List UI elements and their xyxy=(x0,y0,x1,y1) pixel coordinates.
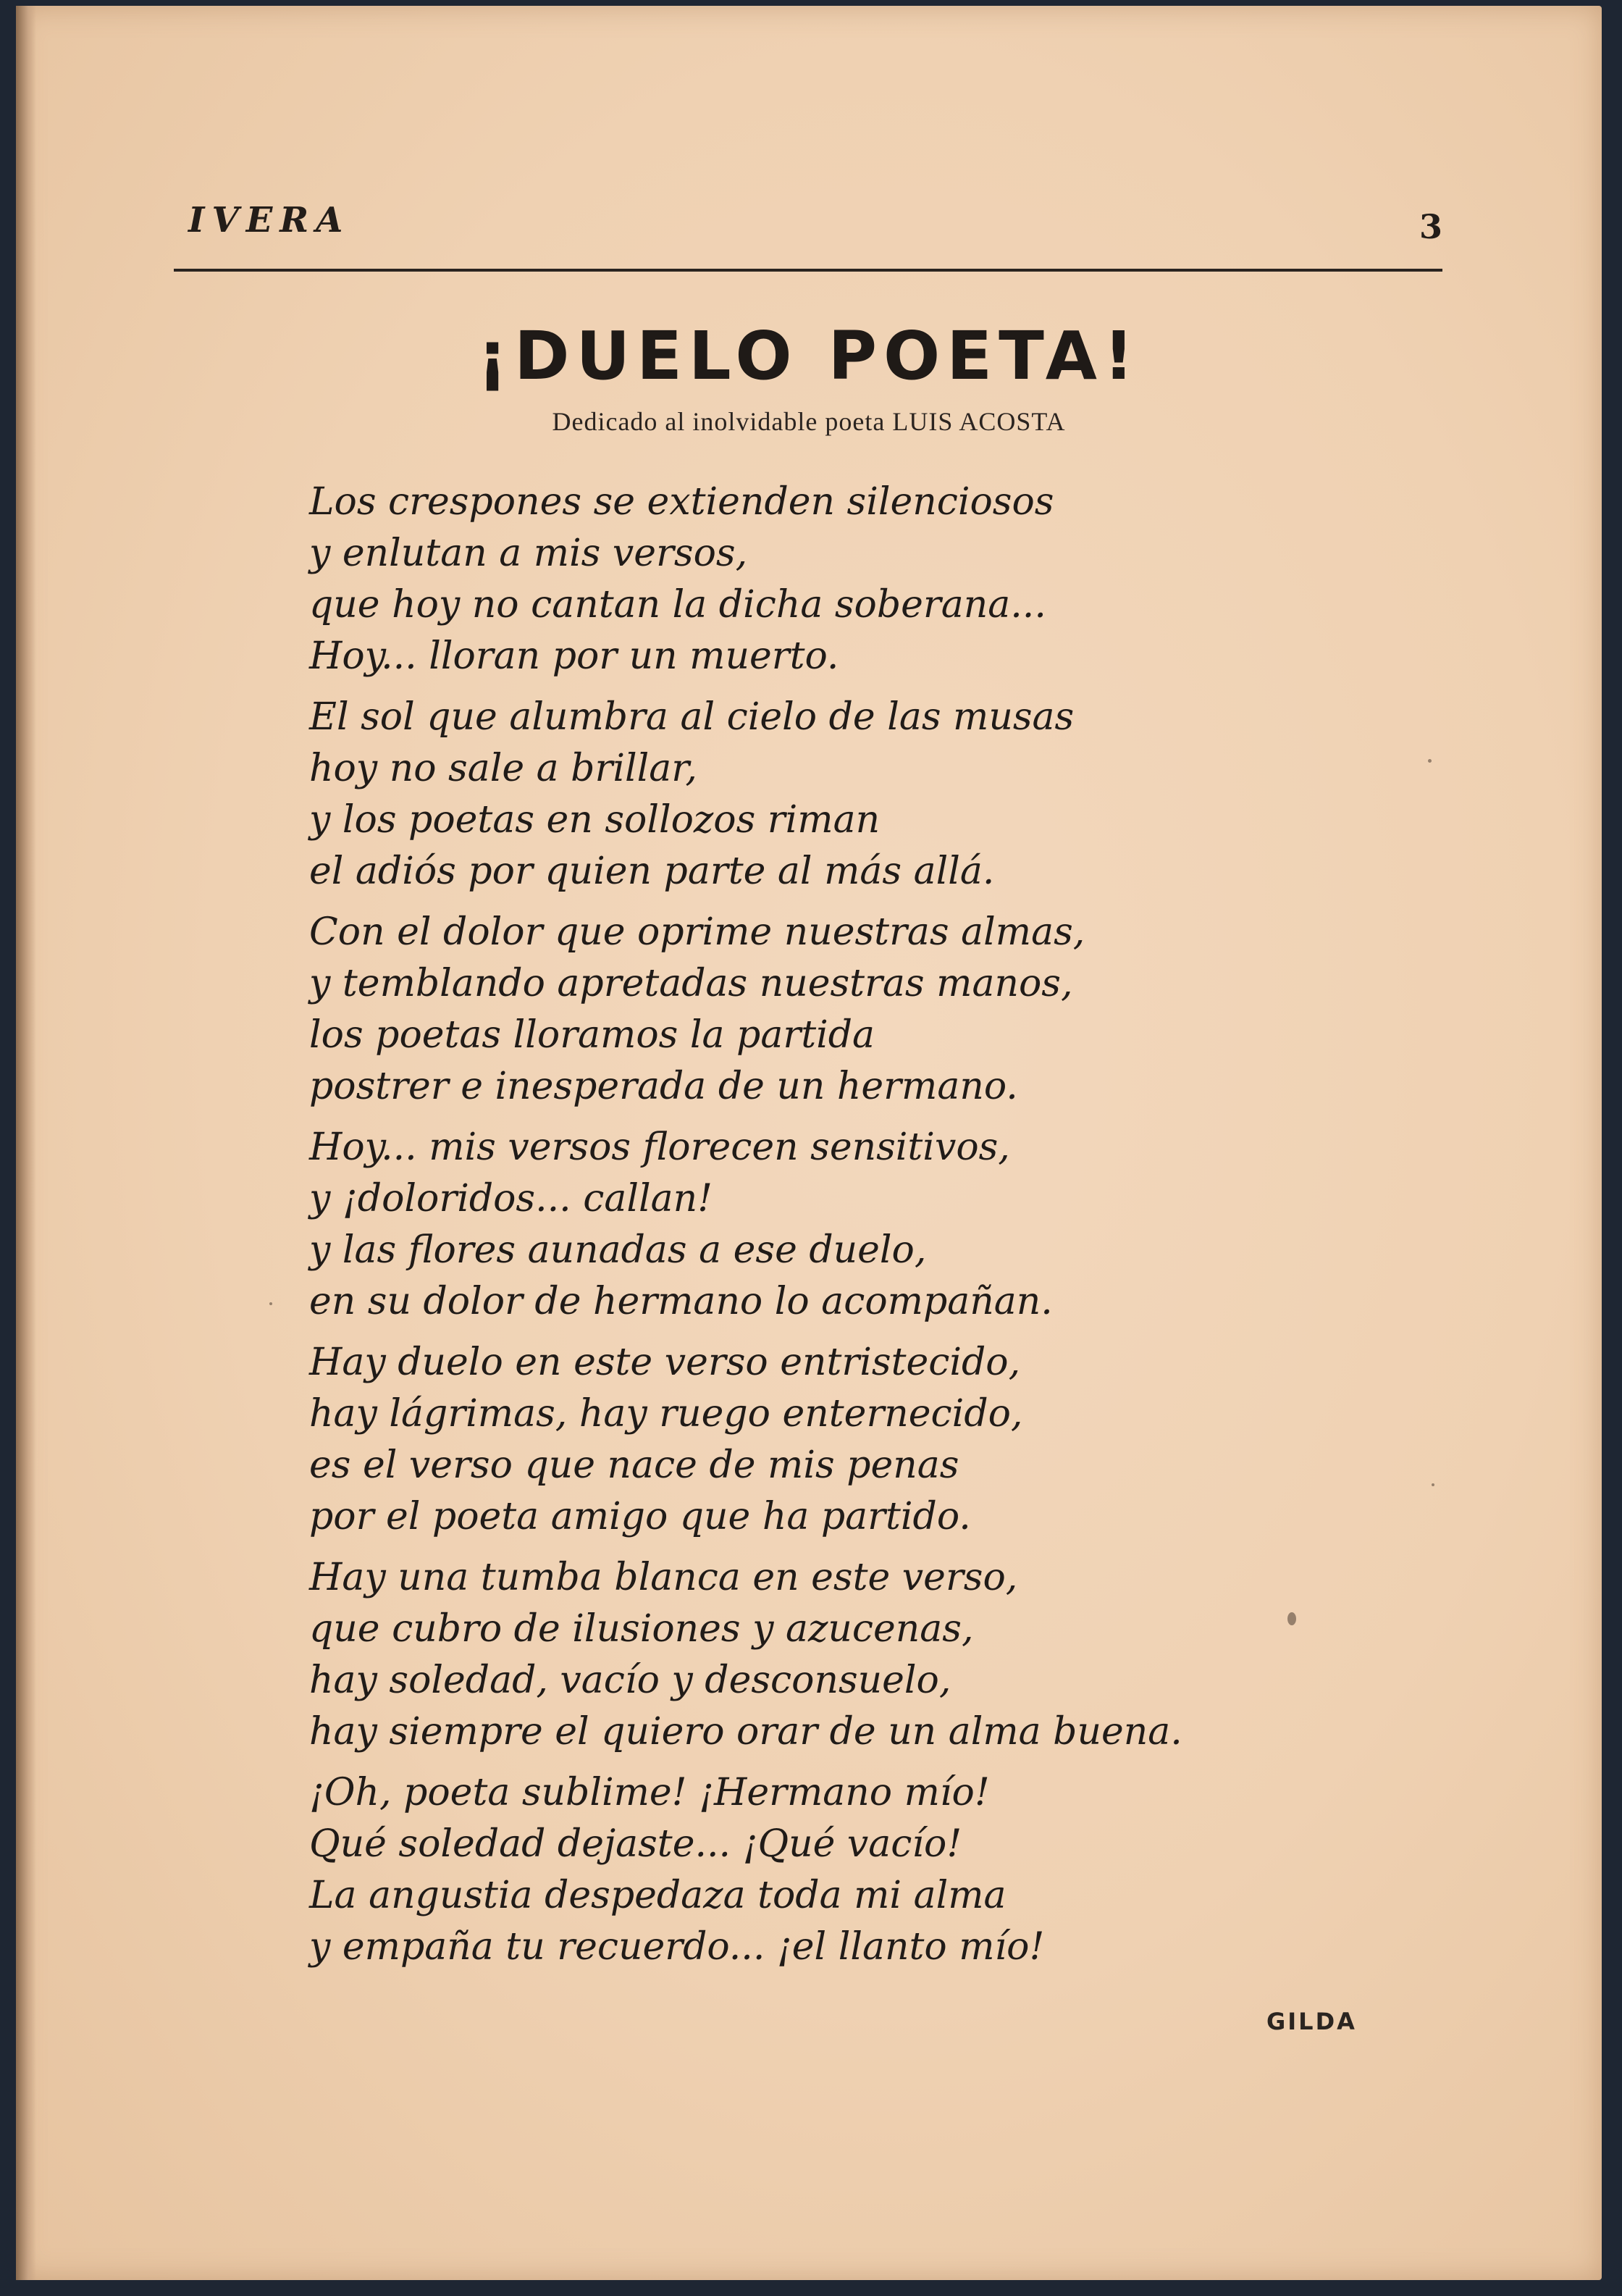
page-number: 3 xyxy=(1419,207,1442,246)
verse-line: hoy no sale a brillar, xyxy=(309,747,697,790)
verse-line: es el verso que nace de mis penas xyxy=(309,1444,959,1487)
verse-line: Hay duelo en este verso entristecido, xyxy=(309,1341,1021,1384)
verse-line: El sol que alumbra al cielo de las musas xyxy=(309,695,1075,739)
stanza-2 xyxy=(309,692,1468,897)
verse-line: y ¡doloridos... callan! xyxy=(309,1177,713,1220)
verse-line: que hoy no cantan la dicha soberana... xyxy=(309,583,1046,627)
verse-line: y las flores aunadas a ese duelo, xyxy=(309,1228,927,1272)
verse-line: el adiós por quien parte al más allá. xyxy=(309,850,995,893)
stanza-3 xyxy=(309,907,1468,1113)
verse-line: La angustia despedaza toda mi alma xyxy=(309,1874,1007,1917)
verse-line: y enlutan a mis versos, xyxy=(309,532,748,575)
poem-dedication: Dedicado al inolvidable poeta LUIS ACOSTA xyxy=(552,407,1066,436)
stanza-1 xyxy=(309,477,1468,682)
verse-line: y temblando apretadas nuestras manos, xyxy=(309,962,1073,1005)
verse-line: Qué soledad dejaste... ¡Qué vacío! xyxy=(309,1822,962,1866)
verse-line: Con el dolor que oprime nuestras almas, xyxy=(309,910,1085,954)
poem-body xyxy=(309,477,1468,1982)
author-signature: GILDA xyxy=(1266,2008,1357,2035)
verse-line: los poetas lloramos la partida xyxy=(309,1013,875,1057)
verse-line: postrer e inesperada de un hermano. xyxy=(309,1065,1018,1108)
verse-line: Hoy... lloran por un muerto. xyxy=(309,634,839,678)
paper-speck xyxy=(269,1302,272,1305)
verse-line: Hoy... mis versos florecen sensitivos, xyxy=(309,1126,1010,1169)
verse-line: por el poeta amigo que ha partido. xyxy=(309,1495,971,1538)
verse-line: ¡Oh, poeta sublime! ¡Hermano mío! xyxy=(309,1771,990,1814)
paper-speck xyxy=(1287,1612,1296,1625)
verse-line: hay lágrimas, hay ruego enternecido, xyxy=(309,1392,1023,1436)
page-header xyxy=(174,200,1442,272)
poem-title: ¡DUELO POETA! xyxy=(477,317,1140,395)
stanza-4 xyxy=(309,1122,1468,1328)
running-head: IVERA xyxy=(188,200,350,240)
verse-line: en su dolor de hermano lo acompañan. xyxy=(309,1280,1053,1323)
verse-line: hay siempre el quiero orar de un alma buena. xyxy=(309,1710,1182,1754)
stanza-5 xyxy=(309,1337,1468,1543)
verse-line: Los crespones se extienden silenciosos xyxy=(309,480,1054,524)
verse-line: Hay una tumba blanca en este verso, xyxy=(309,1556,1018,1599)
verse-line: hay soledad, vacío y desconsuelo, xyxy=(309,1659,951,1702)
verse-line: que cubro de ilusiones y azucenas, xyxy=(309,1607,974,1651)
magazine-page xyxy=(16,6,1602,2280)
verse-line: y los poetas en sollozos riman xyxy=(309,798,881,842)
verse-line: y empaña tu recuerdo... ¡el llanto mío! xyxy=(309,1925,1045,1969)
paper-speck xyxy=(1428,759,1432,763)
paper-speck xyxy=(1432,1483,1434,1486)
stanza-6 xyxy=(309,1552,1468,1758)
stanza-7 xyxy=(309,1767,1468,1973)
